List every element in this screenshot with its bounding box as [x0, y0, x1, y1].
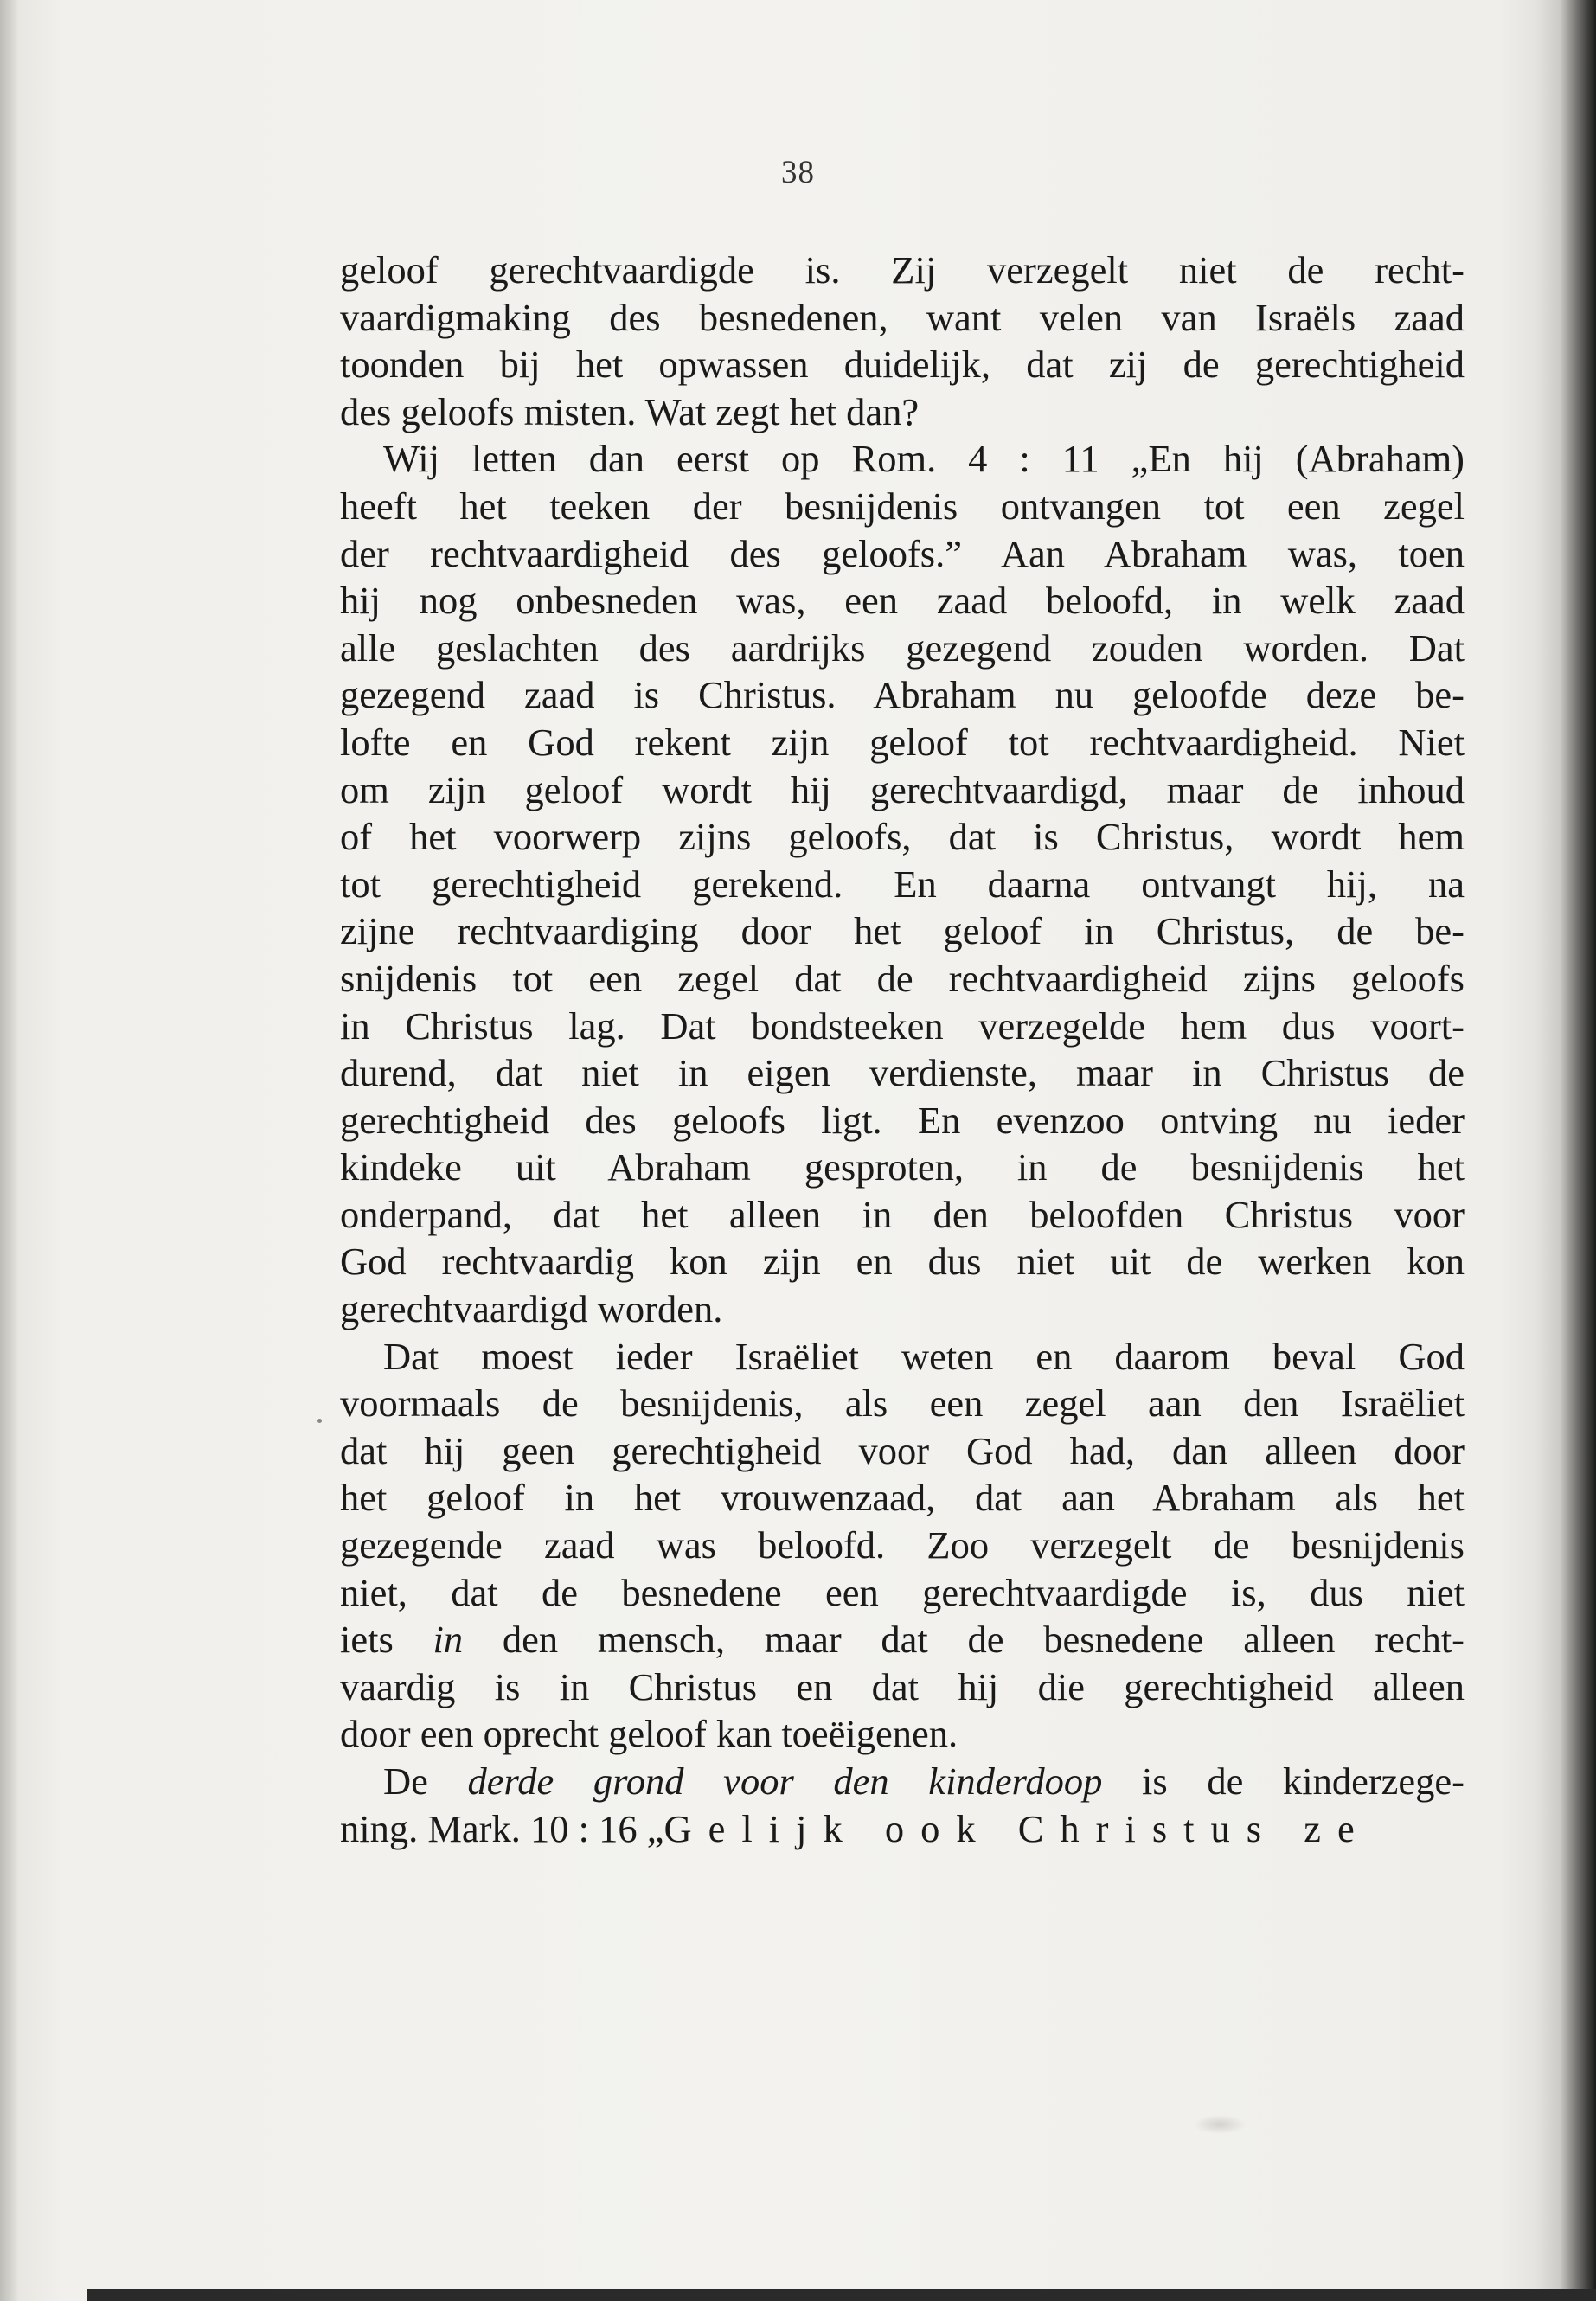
text-line: vaardigmaking des besnedenen, want velen van Israëls zaad	[340, 295, 1465, 339]
page-number: 38	[781, 155, 815, 190]
text-line: gezegend zaad is Christus. Abraham nu geloofde deze be-	[340, 673, 1465, 717]
text-line: hij nog onbesneden was, een zaad beloofd, in welk zaad	[340, 579, 1465, 623]
text-line: tot gerechtigheid gerekend. En daarna ontvangt hij, na	[340, 862, 1465, 906]
paragraph-3	[340, 1333, 1465, 1758]
emphasis-text: in	[433, 1618, 464, 1662]
text-line: durend, dat niet in eigen verdienste, maar in Christus de	[340, 1051, 1465, 1095]
text-line: toonden bij het opwassen duidelijk, dat zij de gerechtigheid	[340, 343, 1465, 387]
text-line: dat hij geen gerechtigheid voor God had, dan alleen door	[340, 1428, 1465, 1472]
text-line: gezegende zaad was beloofd. Zoo verzegelt de besnijdenis	[340, 1523, 1465, 1567]
text-segment: ning. Mark. 10 : 16 „	[340, 1806, 664, 1850]
text-segment: den mensch, maar dat de besnedene alleen recht-	[463, 1618, 1465, 1662]
page-smudge	[1194, 2115, 1246, 2134]
body-text	[340, 247, 1465, 1852]
text-line: der rechtvaardigheid des geloofs.” Aan Abraham was, toen	[340, 531, 1465, 575]
text-line: in Christus lag. Dat bondsteeken verzegelde hem dus voort-	[340, 1003, 1465, 1048]
emphasis-text: derde grond voor den kinderdoop	[467, 1759, 1103, 1803]
spaced-quote-text: Gelijk ook Christus ze	[663, 1806, 1371, 1850]
text-line: alle geslachten des aardrijks gezegend zouden worden. Dat	[340, 625, 1465, 670]
text-line: het geloof in het vrouwenzaad, dat aan Abraham als het	[340, 1476, 1465, 1520]
text-line-with-emphasis	[340, 1758, 1465, 1805]
text-line: gerechtvaardigd worden.	[340, 1287, 723, 1331]
text-segment: iets	[340, 1618, 433, 1662]
text-line: gerechtigheid des geloofs ligt. En evenzoo ontving nu ieder	[340, 1098, 1465, 1142]
paragraph-4	[340, 1758, 1465, 1852]
page-right-shadow	[1535, 0, 1596, 2301]
text-line: door een oprecht geloof kan toeëigenen.	[340, 1712, 958, 1756]
text-line: Dat moest ieder Israëliet weten en daarom beval God	[383, 1334, 1465, 1378]
page-left-shadow	[0, 0, 19, 2301]
text-line: heeft het teeken der besnijdenis ontvangen tot een zegel	[340, 484, 1465, 528]
margin-speck	[317, 1419, 322, 1423]
text-line: voormaals de besnijdenis, als een zegel aan den Israëliet	[340, 1381, 1465, 1426]
text-line: des geloofs misten. Wat zegt het dan?	[340, 389, 920, 433]
text-line-with-spaced-quote	[340, 1805, 1465, 1853]
text-line: snijdenis tot een zegel dat de rechtvaardigheid zijns geloofs	[340, 956, 1465, 1000]
text-line: God rechtvaardig kon zijn en dus niet uit de werken kon	[340, 1240, 1465, 1284]
text-line: zijne rechtvaardiging door het geloof in Christus, de be-	[340, 909, 1465, 953]
text-line: geloof gerechtvaardigde is. Zij verzegelt niet de recht-	[340, 248, 1465, 292]
text-line: onderpand, dat het alleen in den beloofden Christus voor	[340, 1192, 1465, 1236]
text-line: Wij letten dan eerst op Rom. 4 : 11 „En hij (Abraham)	[383, 437, 1465, 481]
text-line-with-emphasis	[340, 1616, 1465, 1663]
text-line: lofte en God rekent zijn geloof tot rechtvaardigheid. Niet	[340, 720, 1465, 764]
text-line: om zijn geloof wordt hij gerechtvaardigd, maar de inhoud	[340, 767, 1465, 811]
page-bottom-edge	[87, 2289, 1596, 2301]
text-segment: is de kinderzege-	[1102, 1759, 1465, 1803]
paragraph-1	[340, 247, 1465, 435]
text-line: niet, dat de besnedene een gerechtvaardigde is, dus niet	[340, 1570, 1465, 1614]
text-line: of het voorwerp zijns geloofs, dat is Christus, wordt hem	[340, 815, 1465, 859]
text-line: kindeke uit Abraham gesproten, in de besnijdenis het	[340, 1145, 1465, 1189]
text-line: vaardig is in Christus en dat hij die gerechtigheid alleen	[340, 1664, 1465, 1708]
paragraph-2	[340, 435, 1465, 1332]
text-segment: De	[383, 1759, 468, 1803]
